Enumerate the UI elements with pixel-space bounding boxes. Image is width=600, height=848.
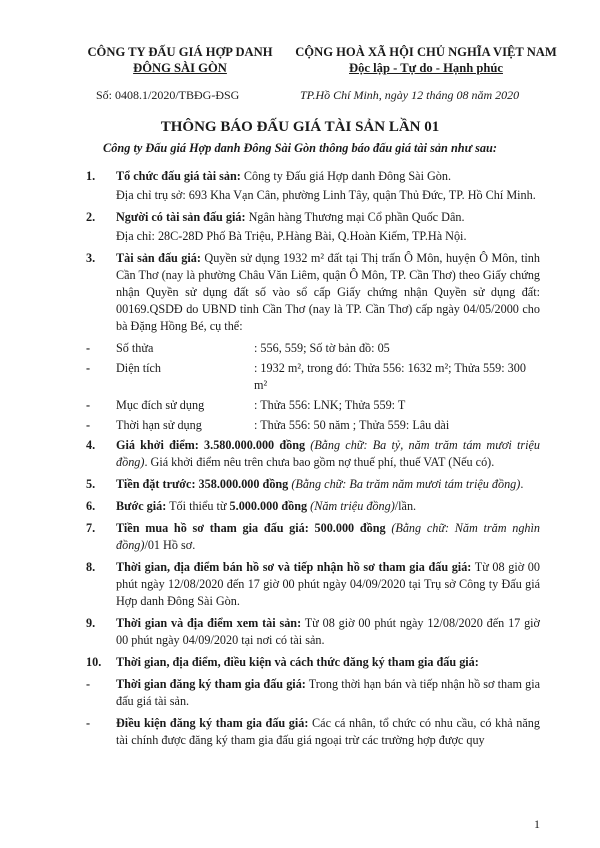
item-label: Tài sản đấu giá: <box>116 251 201 265</box>
item-label: Thời gian, địa điểm bán hồ sơ và tiếp nhận hồ sơ tham gia đấu giá: <box>116 560 472 574</box>
item-label: Tiền đặt trước: 358.000.000 đồng <box>116 477 289 491</box>
reference-number: Số: 0408.1/2020/TBĐG-ĐSG <box>96 88 240 102</box>
item-5 <box>86 476 540 495</box>
item-italic: (Bằng chữ: Ba trăm năm mươi tám triệu đồng) <box>288 477 521 491</box>
subitem-text: Trong thời hạn bán và tiếp nhận hồ sơ tham gia đấu giá tài sản. <box>116 677 540 708</box>
item-text: Từ 08 giờ 00 phút ngày 12/08/2020 đến 17 giờ 00 phút ngày 04/09/2020 tại nơi có tài sản. <box>116 616 541 647</box>
item-label: Giá khởi điểm: 3.580.000.000 đồng <box>116 438 306 452</box>
national-motto: Độc lập - Tự do - Hạnh phúc <box>349 61 503 75</box>
item-text: . Giá khởi điểm nêu trên chưa bao gồm nợ thuế phí, thuế VAT (Nếu có). <box>144 455 495 469</box>
detail-dash: - <box>86 361 91 375</box>
item-label: Tổ chức đấu giá tài sản: <box>116 169 241 183</box>
org-name-line1: CÔNG TY ĐẤU GIÁ HỢP DANH <box>87 45 273 59</box>
org-header <box>86 44 274 76</box>
item-label: Thời gian, địa điểm, điều kiện và cách thức đăng ký tham gia đấu giá: <box>116 655 479 669</box>
item-number: 6. <box>86 499 96 513</box>
detail-label: Diện tích <box>116 361 162 375</box>
item-text: Tối thiểu từ <box>166 499 230 513</box>
item-text: /lần. <box>394 499 417 513</box>
document-body <box>86 168 540 754</box>
subitem-dash: - <box>86 677 91 691</box>
document-date: TP.Hồ Chí Minh, ngày 12 tháng 08 năm 2020 <box>300 88 520 102</box>
subitem-label: Thời gian đăng ký tham gia đấu giá: <box>116 677 306 691</box>
item-2 <box>86 209 540 247</box>
subitem-dash: - <box>86 716 91 730</box>
item-number: 2. <box>86 210 96 224</box>
detail-dash: - <box>86 418 91 432</box>
item-bold: 5.000.000 đồng <box>229 499 308 513</box>
item-extra: Địa chỉ: 28C-28D Phố Bà Triệu, P.Hàng Bài, Q.Hoàn Kiếm, TP.Hà Nội. <box>116 229 467 243</box>
item-text: Công ty Đấu giá Hợp danh Đông Sài Gòn. <box>240 169 452 183</box>
detail-value: : Thửa 556: LNK; Thửa 559: T <box>254 398 406 412</box>
item-label: Người có tài sản đấu giá: <box>116 210 246 224</box>
subitem-text: Các cá nhân, tổ chức có nhu cầu, có khả năng tài chính được đăng ký tham gia đấu giá ngoại trừ các trường hợp được quy <box>116 716 540 747</box>
item-italic: (Năm triệu đồng) <box>307 499 395 513</box>
detail-value: : 556, 559; Số tờ bản đồ: 05 <box>254 341 390 355</box>
detail-value: : Thửa 556: 50 năm ; Thửa 559: Lâu dài <box>254 418 450 432</box>
item-number: 1. <box>86 169 96 183</box>
item-7 <box>86 520 540 556</box>
subitem-label: Điều kiện đăng ký tham gia đấu giá: <box>116 716 309 730</box>
detail-value: : 1932 m², trong đó: Thửa 556: 1632 m²; Thửa 559: 300 m² <box>254 361 526 392</box>
item-italic: (Bằng chữ: Năm trăm nghìn đồng) <box>116 521 540 552</box>
item-text: Từ 08 giờ 00 phút ngày 12/08/2020 đến 17 giờ 00 phút ngày 04/09/2020 tại Trụ sở Công ty Đấu giá Hợp danh Đông Sài Gòn. <box>116 560 540 608</box>
org-name-line2: ĐÔNG SÀI GÒN <box>133 61 227 75</box>
item-text: /01 Hồ sơ. <box>144 538 196 552</box>
item-number: 7. <box>86 521 96 535</box>
item-text: Ngân hàng Thương mại Cổ phần Quốc Dân. <box>245 210 465 224</box>
item-label: Bước giá: <box>116 499 167 513</box>
detail-row <box>86 417 540 434</box>
detail-dash: - <box>86 341 91 355</box>
item-number: 4. <box>86 438 96 452</box>
item-label: Thời gian và địa điểm xem tài sản: <box>116 616 302 630</box>
item-number: 3. <box>86 251 96 265</box>
detail-label: Thời hạn sử dụng <box>116 418 202 432</box>
subitem-registration-conditions <box>86 715 540 751</box>
document-title: THÔNG BÁO ĐẤU GIÁ TÀI SẢN LẦN 01 <box>160 119 440 135</box>
item-text: Quyền sử dụng 1932 m² đất tại Thị trấn Ô Môn, huyện Ô Môn, tỉnh Cần Thơ (nay là phường Châu Văn Liêm, quận Ô Môn, TP. Cần Thơ) theo Giấy chứng nhận Quyền sử dụng đất số vào sổ cấp Giấy chứng nhận Quyền sử dụng đất: 00169.QSDĐ do UBND tỉnh Cần Thơ (nay là TP. Cần Thơ) cấp ngày 04/05/2000 cho bà Đặng Hồng Bé, cụ thể: <box>116 251 540 333</box>
item-extra: Địa chỉ trụ sở: 693 Kha Vạn Cân, phường Linh Tây, quận Thủ Đức, TP. Hồ Chí Minh. <box>116 188 536 202</box>
detail-row <box>86 340 540 357</box>
item-number: 5. <box>86 477 96 491</box>
item-6 <box>86 498 540 517</box>
nation-name: CỘNG HOÀ XÃ HỘI CHỦ NGHĨA VIỆT NAM <box>295 45 557 59</box>
item-1 <box>86 168 540 206</box>
item-3 <box>86 250 540 337</box>
detail-label: Mục đích sử dụng <box>116 398 205 412</box>
item-8 <box>86 559 540 612</box>
item-number: 9. <box>86 616 96 630</box>
item-number: 10. <box>86 655 102 669</box>
detail-dash: - <box>86 398 91 412</box>
item-10 <box>86 654 540 673</box>
item-text: . <box>520 477 524 491</box>
subitem-registration-time <box>86 676 540 712</box>
item-number: 8. <box>86 560 96 574</box>
item-9 <box>86 615 540 651</box>
item-label: Tiền mua hồ sơ tham gia đấu giá: 500.000 đồng <box>116 521 386 535</box>
document-subtitle: Công ty Đấu giá Hợp danh Đông Sài Gòn thông báo đấu giá tài sản như sau: <box>103 141 497 155</box>
detail-row <box>86 397 540 414</box>
item-4 <box>86 437 540 473</box>
detail-row <box>86 360 540 394</box>
detail-label: Số thửa <box>116 341 154 355</box>
national-header <box>286 44 566 76</box>
page-number: 1 <box>534 817 540 831</box>
item-italic: (Bằng chữ: Ba tỷ, năm trăm tám mươi triệu đồng) <box>116 438 540 469</box>
